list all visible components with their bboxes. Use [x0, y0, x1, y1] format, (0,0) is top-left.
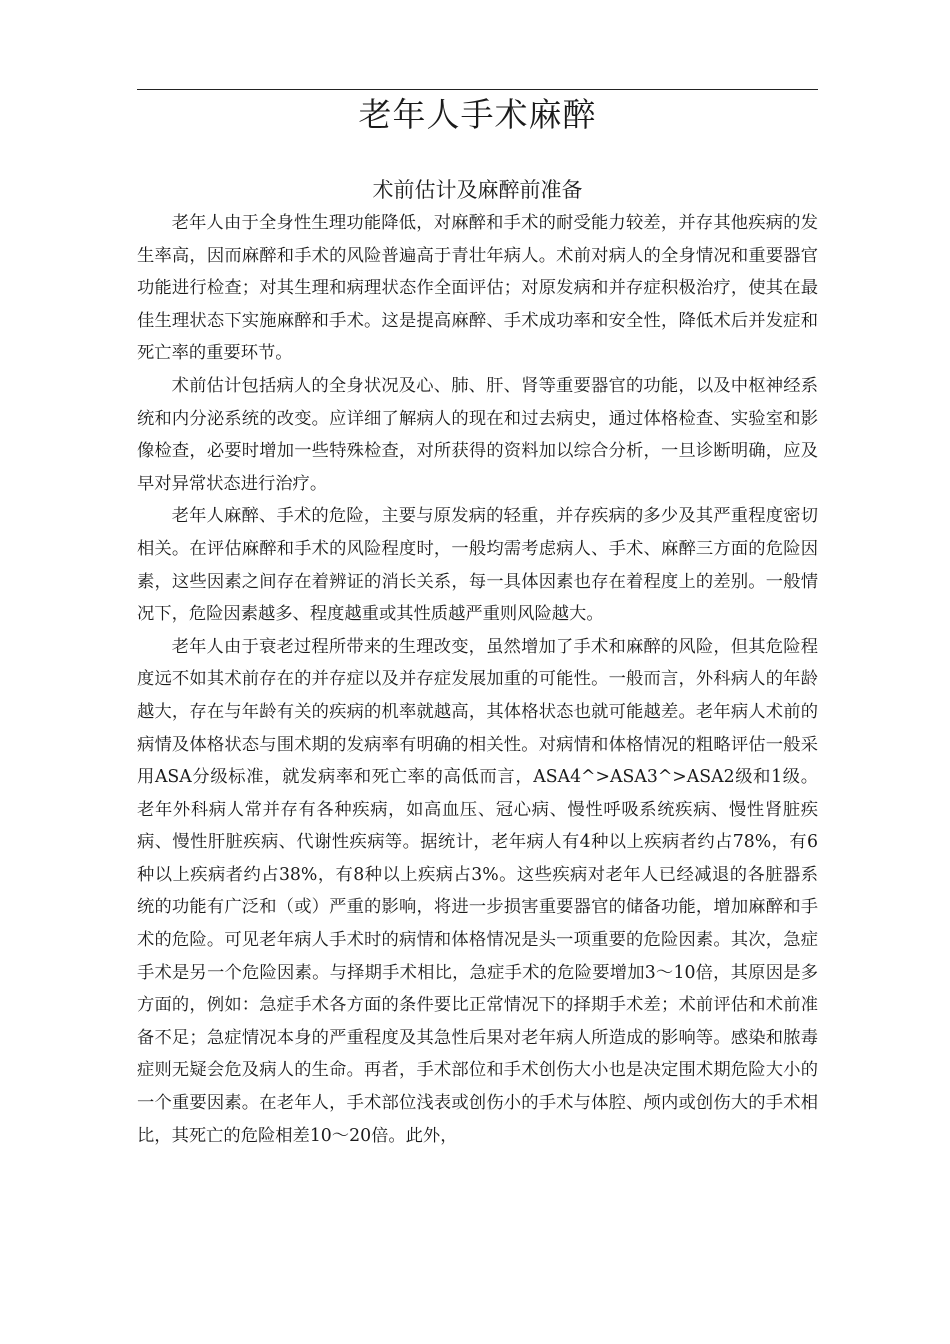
paragraph: 老年人由于全身性生理功能降低，对麻醉和手术的耐受能力较差，并存其他疾病的发生率高，因而麻醉和手术的风险普遍高于青壮年病人。术前对病人的全身情况和重要器官功能进行检查；对其生理和病理状态作全面评估；对原发病和并存症积极治疗，使其在最佳生理状态下实施麻醉和手术。这是提高麻醉、手术成功率和安全性，降低术后并发症和死亡率的重要环节。 [137, 213, 818, 364]
document-body [137, 207, 818, 1152]
paragraph: 术前估计包括病人的全身状况及心、肺、肝、肾等重要器官的功能，以及中枢神经系统和内分泌系统的改变。应详细了解病人的现在和过去病史，通过体格检查、实验室和影像检查，必要时增加一些特殊检查，对所获得的资料加以综合分析，一旦诊断明确，应及早对异常状态进行治疗。 [137, 375, 818, 494]
paragraph: 老年人麻醉、手术的危险，主要与原发病的轻重，并存疾病的多少及其严重程度密切相关。在评估麻醉和手术的风险程度时，一般均需考虑病人、手术、麻醉三方面的危险因素，这些因素之间存在着辨证的消长关系，每一具体因素也存在着程度上的差别。一般情况下，危险因素越多、程度越重或其性质越严重则风险越大。 [137, 506, 818, 625]
header-rule [137, 89, 818, 90]
paragraph: 老年人由于衰老过程所带来的生理改变，虽然增加了手术和麻醉的风险，但其危险程度远不如其术前存在的并存症以及并存症发展加重的可能性。一般而言，外科病人的年龄越大，存在与年龄有关的疾病的机率就越高，其体格状态也就可能越差。老年病人术前的病情及体格状态与围术期的发病率有明确的相关性。对病情和体格情况的粗略评估一般采用ASA分级标准，就发病率和死亡率的高低而言，ASA4^>ASA3^>ASA2级和1级。老年外科病人常并存有各种疾病，如高血压、冠心病、慢性呼吸系统疾病、慢性肾脏疾病、慢性肝脏疾病、代谢性疾病等。据统计，老年病人有4种以上疾病者约占78%，有6种以上疾病者约占38%，有8种以上疾病占3%。这些疾病对老年人已经减退的各脏器系统的功能有广泛和（或）严重的影响，将进一步损害重要器官的储备功能，增加麻醉和手术的危险。可见老年病人手术时的病情和体格情况是头一项重要的危险因素。其次，急症手术是另一个危险因素。与择期手术相比，急症手术的危险要增加3〜10倍，其原因是多方面的，例如：急症手术各方面的条件要比正常情况下的择期手术差；术前评估和术前准备不足；急症情况本身的严重程度及其急性后果对老年病人所造成的影响等。感染和脓毒症则无疑会危及病人的生命。再者，手术部位和手术创伤大小也是决定围术期危险大小的一个重要因素。在老年人，手术部位浅表或创伤小的手术与体腔、颅内或创伤大的手术相比，其死亡的危险相差10〜20倍。此外， [137, 636, 818, 1146]
section-title: 术前估计及麻醉前准备 [372, 178, 583, 202]
document-title: 老年人手术麻醉 [358, 95, 597, 134]
